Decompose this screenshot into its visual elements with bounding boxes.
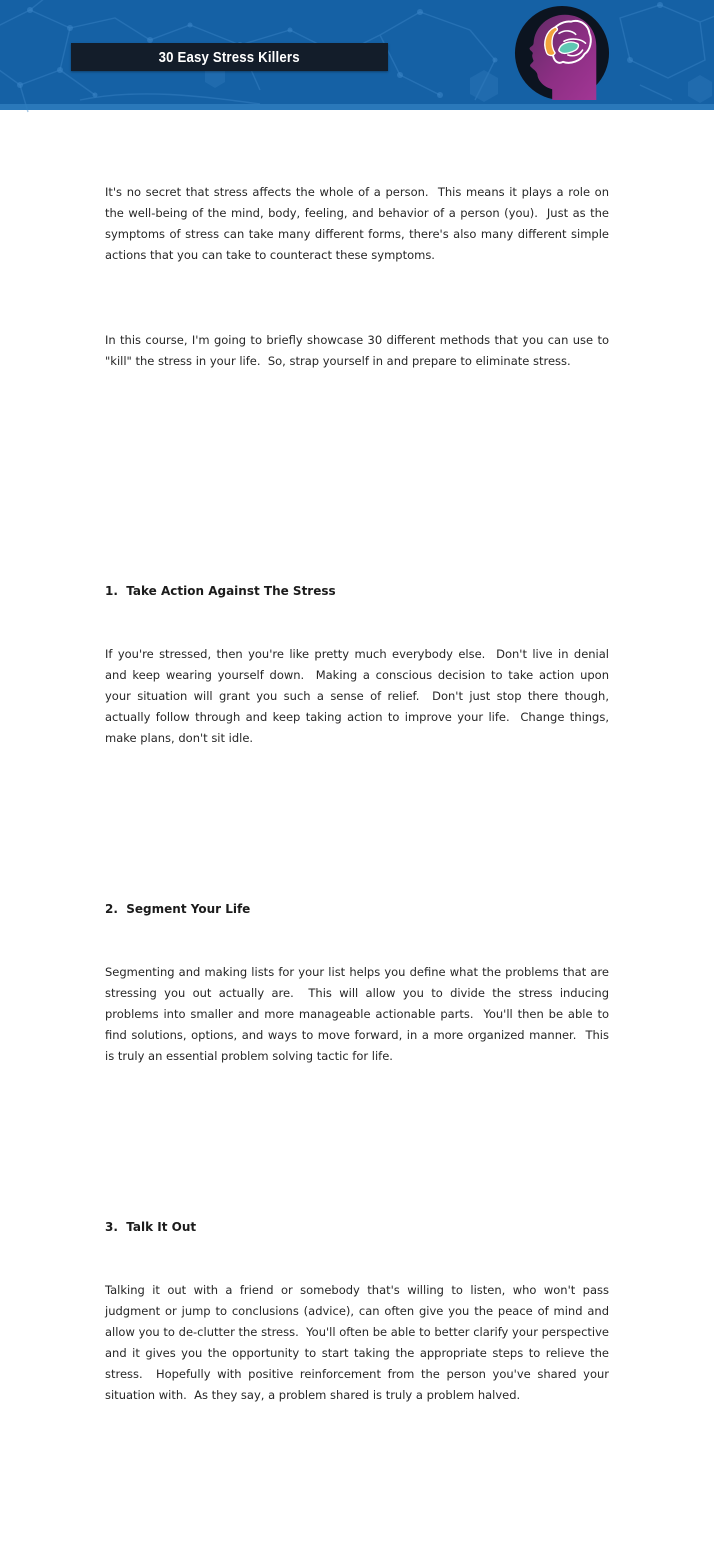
- intro-paragraph: It's no secret that stress affects the whole of a person. This means it plays a role on the well-being of the mind, body, feeling, and behavior of a person (you). Just as the symptoms of stress can take many different forms, there's also many different simple actions that you can take to counteract these symptoms.: [105, 185, 613, 262]
- title-banner: [71, 43, 388, 71]
- section-talk-it-out: [105, 1175, 613, 1448]
- document-title: 30 Easy Stress Killers: [158, 48, 301, 66]
- section-heading: 2. Segment Your Life: [105, 902, 251, 916]
- header-bottom-strip: [0, 104, 714, 110]
- intro-paragraph: In this course, I'm going to briefly showcase 30 different methods that you can use to "kill" the stress in your life. So, strap yourself in and prepare to eliminate stress.: [105, 333, 613, 368]
- section-heading: 3. Talk It Out: [105, 1220, 197, 1234]
- document-body: [0, 110, 714, 1556]
- section-take-action: [105, 539, 613, 791]
- section-paragraph: If you're stressed, then you're like pretty much everybody else. Don't live in denial and keep wearing yourself down. Making a conscious decision to take action upon your situation will grant you such a sense of relief. Don't just stop there though, actually follow through and keep taking action to improve your life. Change things, make plans, don't sit idle.: [105, 647, 613, 745]
- brain-head-logo-icon: [513, 4, 611, 102]
- section-list: [105, 497, 613, 1514]
- section-heading: 1. Take Action Against The Stress: [105, 584, 336, 598]
- section-paragraph: Segmenting and making lists for your list helps you define what the problems that are stressing you out actually are. This will allow you to divide the stress inducing problems into smaller and more manageable actionable parts. You'll then be able to find solutions, options, and ways to move forward, in a more organized manner. This is truly an essential problem solving tactic for life.: [105, 965, 613, 1063]
- section-paragraph: Talking it out with a friend or somebody that's willing to listen, who won't pass judgment or jump to conclusions (advice), can often give you the peace of mind and allow you to de-clutter the stress. You'll often be able to better clarify your perspective and it gives you the opportunity to start taking the appropriate steps to relieve the stress. Hopefully with positive reinforcement from the person you've shared your situation with. As they say, a problem shared is truly a problem halved.: [105, 1283, 613, 1402]
- page-header: [0, 0, 714, 110]
- section-segment-your-life: [105, 857, 613, 1109]
